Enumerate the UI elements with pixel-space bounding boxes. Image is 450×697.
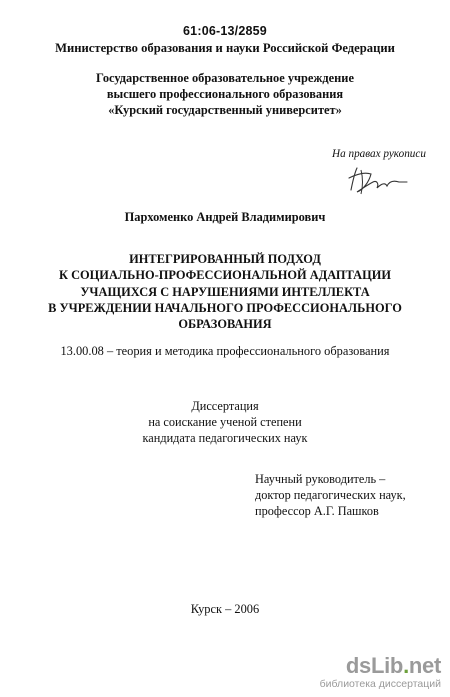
handwritten-signature <box>343 160 413 200</box>
supervisor-line: доктор педагогических наук, <box>255 488 406 502</box>
watermark-subtitle: библиотека диссертаций <box>319 678 441 690</box>
logo-tld: net <box>408 653 441 678</box>
title-line: УЧАЩИХСЯ С НАРУШЕНИЯМИ ИНТЕЛЛЕКТА <box>80 284 370 299</box>
dslib-logo <box>346 653 441 679</box>
specialty-code: 13.00.08 – теория и методика профессионального образования <box>60 344 390 358</box>
degree-line: на соискание ученой степени <box>148 415 302 429</box>
institution-line: «Курский государственный университет» <box>108 103 342 117</box>
title-line: ИНТЕГРИРОВАННЫЙ ПОДХОД <box>129 252 321 266</box>
institution-line: Государственное образовательное учреждение <box>96 71 354 85</box>
degree-line: кандидата педагогических наук <box>142 431 308 445</box>
author-name: Пархоменко Андрей Владимирович <box>124 210 326 224</box>
supervisor-line: Научный руководитель – <box>255 472 386 486</box>
document-code: 61:06-13/2859 <box>183 24 267 38</box>
dslib-watermark[interactable] <box>319 653 445 693</box>
title-line: К СОЦИАЛЬНО-ПРОФЕССИОНАЛЬНОЙ АДАПТАЦИИ <box>59 268 391 283</box>
manuscript-note: На правах рукописи <box>332 148 426 160</box>
ministry-name: Министерство образования и науки Российской Федерации <box>55 41 395 55</box>
supervisor-line: профессор А.Г. Пашков <box>255 504 379 518</box>
city-year: Курск – 2006 <box>190 602 260 616</box>
institution-block <box>0 70 450 118</box>
logo-dot: . <box>403 653 409 678</box>
logo-main: dsLib <box>345 653 404 678</box>
title-line: В УЧРЕЖДЕНИИ НАЧАЛЬНОГО ПРОФЕССИОНАЛЬНОГО <box>48 300 402 315</box>
degree-line: Диссертация <box>191 399 259 413</box>
institution-line: высшего профессионального образования <box>106 87 344 101</box>
supervisor-block <box>255 471 406 519</box>
title-line: ОБРАЗОВАНИЯ <box>178 317 272 332</box>
degree-block <box>0 398 450 446</box>
dissertation-title <box>0 251 450 332</box>
